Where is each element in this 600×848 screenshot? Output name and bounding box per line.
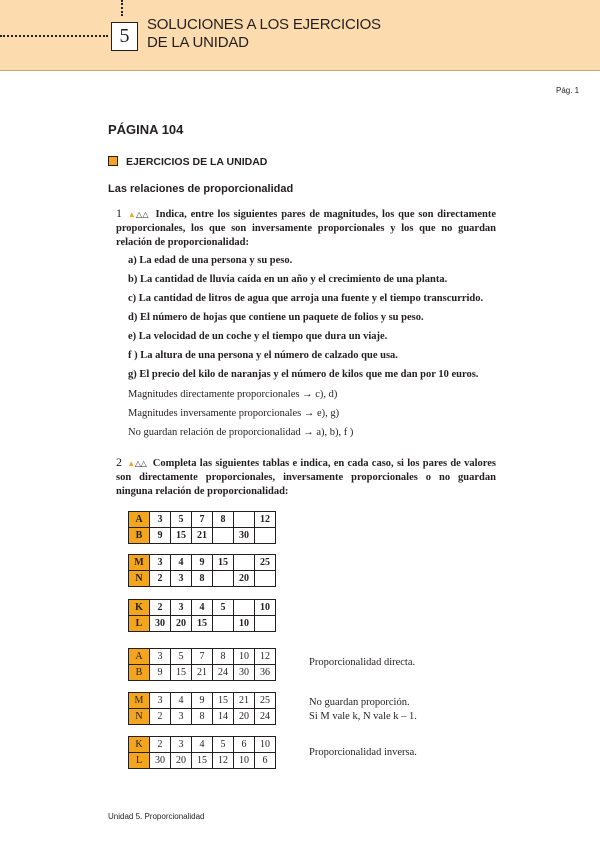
table-cell: 4 [192, 737, 213, 753]
table-cell: 25 [255, 693, 276, 709]
solution-table [128, 648, 276, 681]
solution-table [128, 692, 276, 725]
table-cell: 3 [150, 649, 171, 665]
table-cell: 2 [150, 737, 171, 753]
exercise-text: Indica, entre los siguientes pares de magnitudes, los que son directamente proporcionales, los que son inversamente proporcionales y los que no guardan relación de proporcionalidad: [116, 209, 497, 248]
table-cell: 6 [234, 737, 255, 753]
answer-line: No guardan relación de proporcionalidad → a), b), f ) [128, 427, 354, 438]
table-row [129, 555, 276, 571]
answer-line: Magnitudes inversamente proporcionales → e), g) [128, 408, 340, 419]
header-dotted-rule [0, 35, 108, 37]
data-table [128, 511, 276, 544]
table-cell: 12 [255, 512, 276, 528]
table-cell: 3 [150, 555, 171, 571]
row-label-cell: B [129, 528, 150, 544]
row-label-cell: N [129, 709, 150, 725]
answer-line: Magnitudes directamente proporcionales → c), d) [128, 389, 338, 400]
table-cell [213, 616, 234, 632]
table-cell: 5 [213, 737, 234, 753]
table-cell: 21 [192, 665, 213, 681]
page-header [0, 0, 600, 71]
table-cell: 3 [171, 600, 192, 616]
table-cell: 30 [150, 616, 171, 632]
table-row [129, 665, 276, 681]
table-row [129, 649, 276, 665]
table-cell: 9 [192, 693, 213, 709]
page-heading: PÁGINA 104 [108, 122, 184, 137]
chapter-number: 5 [111, 22, 138, 51]
row-label-cell: K [129, 600, 150, 616]
table-cell: 12 [255, 649, 276, 665]
list-item: e) La velocidad de un coche y el tiempo que dura un viaje. [128, 331, 388, 342]
table-row [129, 616, 276, 632]
solution-note: Proporcionalidad directa. [309, 657, 416, 668]
table-cell: 10 [234, 616, 255, 632]
row-label-cell: M [129, 693, 150, 709]
table-cell: 21 [234, 693, 255, 709]
row-label-cell: A [129, 512, 150, 528]
table-cell: 3 [150, 512, 171, 528]
section-heading-text: EJERCICIOS DE LA UNIDAD [126, 156, 268, 168]
section-square-icon [108, 156, 118, 166]
table-cell [255, 528, 276, 544]
list-item: b) La cantidad de lluvia caída en un año y el crecimiento de una planta. [128, 274, 448, 285]
exercise-number: 2 [116, 455, 122, 469]
data-table [128, 599, 276, 632]
table-cell: 4 [171, 693, 192, 709]
exercise-2-statement [116, 455, 496, 499]
table-cell: 10 [234, 649, 255, 665]
header-title-line1: SOLUCIONES A LOS EJERCICIOS [147, 16, 381, 33]
table-cell: 36 [255, 665, 276, 681]
table-cell: 8 [213, 649, 234, 665]
solution-note: No guardan proporción. [309, 697, 410, 708]
table-cell: 2 [150, 709, 171, 725]
header-title-line2: DE LA UNIDAD [147, 34, 249, 51]
section-heading [108, 156, 267, 168]
table-cell: 4 [171, 555, 192, 571]
table-cell: 20 [234, 709, 255, 725]
sub-heading: Las relaciones de proporcionalidad [108, 183, 294, 195]
exercise-text: Completa las siguientes tablas e indica, en cada caso, si los pares de valores son directamente proporcionales, inversamente proporcionales o no guardan ninguna relación de proporcionalidad: [116, 458, 497, 497]
table-cell: 24 [213, 665, 234, 681]
table-cell: 9 [192, 555, 213, 571]
difficulty-triangles-icon: ▲△△ [127, 459, 147, 468]
table-cell: 20 [234, 571, 255, 587]
table-cell: 7 [192, 649, 213, 665]
list-item: c) La cantidad de litros de agua que arroja una fuente y el tiempo transcurrido. [128, 293, 484, 304]
table-cell: 2 [150, 571, 171, 587]
table-cell: 15 [192, 753, 213, 769]
table-cell: 9 [150, 665, 171, 681]
table-cell: 10 [234, 753, 255, 769]
table-cell: 10 [255, 737, 276, 753]
table-cell: 8 [192, 709, 213, 725]
table-cell: 8 [213, 512, 234, 528]
table-cell: 20 [171, 753, 192, 769]
row-label-cell: L [129, 753, 150, 769]
table-cell: 3 [171, 709, 192, 725]
table-cell: 15 [171, 665, 192, 681]
table-cell [213, 528, 234, 544]
table-row [129, 528, 276, 544]
table-row [129, 709, 276, 725]
difficulty-triangles-icon: ▲△△ [127, 210, 149, 219]
table-cell: 14 [213, 709, 234, 725]
table-cell: 3 [171, 571, 192, 587]
solution-note: Proporcionalidad inversa. [309, 747, 417, 758]
table-row [129, 600, 276, 616]
table-cell: 10 [255, 600, 276, 616]
table-cell: 25 [255, 555, 276, 571]
table-cell: 5 [171, 512, 192, 528]
table-cell [234, 555, 255, 571]
table-cell: 9 [150, 528, 171, 544]
list-item: d) El número de hojas que contiene un paquete de folios y su peso. [128, 312, 424, 323]
table-cell: 15 [171, 528, 192, 544]
table-row [129, 753, 276, 769]
header-title [147, 16, 381, 52]
table-cell [234, 512, 255, 528]
exercise-number: 1 [116, 206, 122, 220]
table-cell: 15 [213, 555, 234, 571]
table-cell: 6 [255, 753, 276, 769]
table-cell [255, 571, 276, 587]
table-cell: 30 [234, 528, 255, 544]
list-item: g) El precio del kilo de naranjas y el número de kilos que me dan por 10 euros. [128, 369, 479, 380]
row-label-cell: A [129, 649, 150, 665]
table-cell: 12 [213, 753, 234, 769]
table-row [129, 693, 276, 709]
table-cell: 2 [150, 600, 171, 616]
table-cell: 5 [213, 600, 234, 616]
row-label-cell: L [129, 616, 150, 632]
table-cell: 30 [234, 665, 255, 681]
list-item: f ) La altura de una persona y el número de calzado que usa. [128, 350, 398, 361]
table-cell [213, 571, 234, 587]
row-label-cell: B [129, 665, 150, 681]
table-cell [255, 616, 276, 632]
table-cell: 3 [171, 737, 192, 753]
table-cell: 21 [192, 528, 213, 544]
solution-table [128, 736, 276, 769]
table-cell: 4 [192, 600, 213, 616]
table-row [129, 571, 276, 587]
table-cell: 3 [150, 693, 171, 709]
list-item: a) La edad de una persona y su peso. [128, 255, 293, 266]
row-label-cell: N [129, 571, 150, 587]
table-cell: 15 [192, 616, 213, 632]
page-label: Pág. 1 [556, 86, 580, 95]
table-cell: 5 [171, 649, 192, 665]
table-cell: 8 [192, 571, 213, 587]
table-cell [234, 600, 255, 616]
exercise-1-statement [116, 206, 496, 250]
table-row [129, 512, 276, 528]
data-table [128, 554, 276, 587]
row-label-cell: K [129, 737, 150, 753]
table-cell: 15 [213, 693, 234, 709]
row-label-cell: M [129, 555, 150, 571]
page-footer: Unidad 5. Proporcionalidad [108, 812, 205, 821]
table-cell: 30 [150, 753, 171, 769]
table-cell: 20 [171, 616, 192, 632]
solution-formula: Si M vale k, N vale k – 1. [309, 711, 417, 722]
table-row [129, 737, 276, 753]
table-cell: 24 [255, 709, 276, 725]
header-dotted-line [121, 0, 123, 16]
table-cell: 7 [192, 512, 213, 528]
